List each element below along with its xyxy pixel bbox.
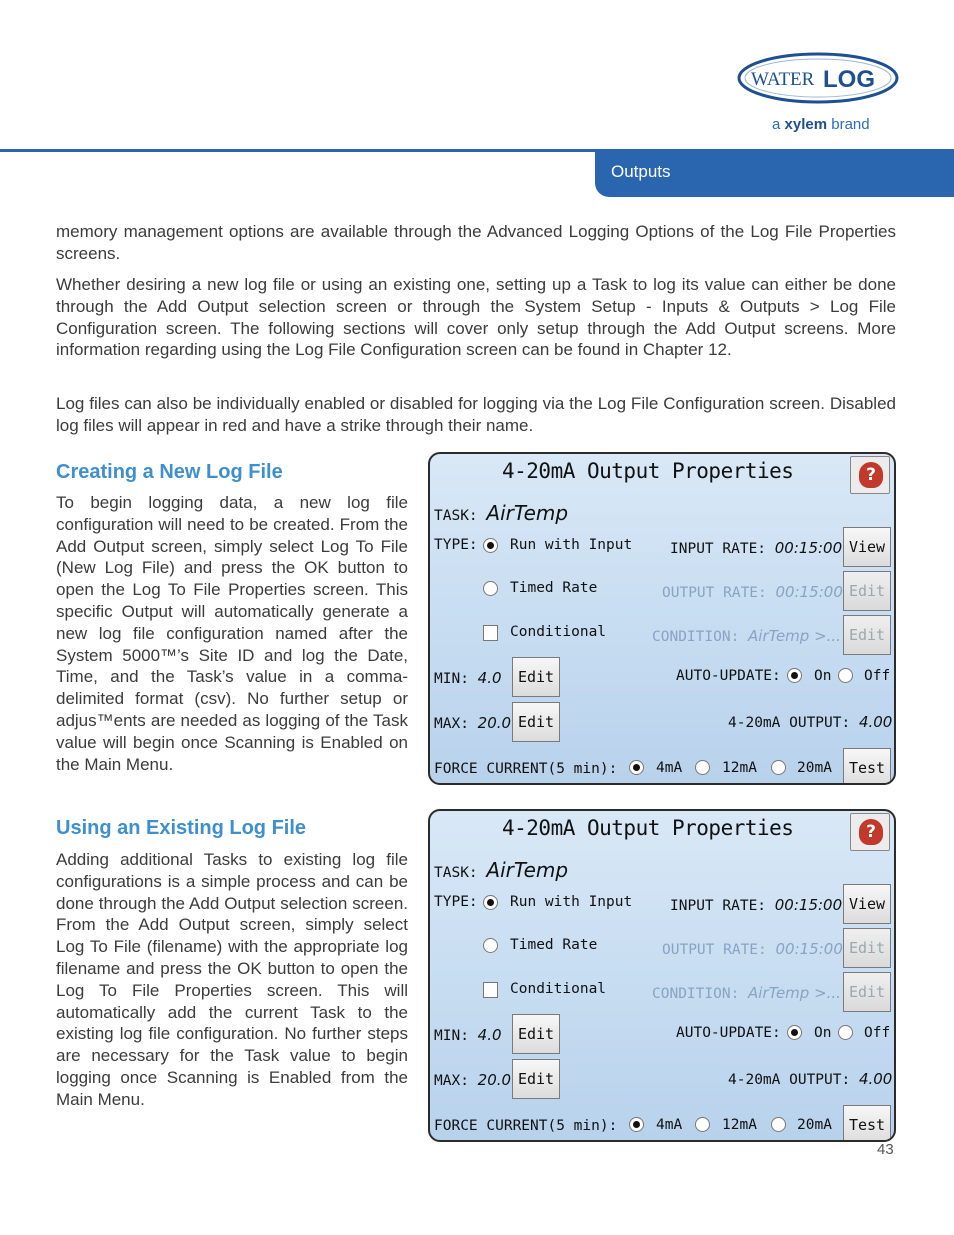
- condition-label: CONDITION:: [652, 986, 740, 1002]
- force-current-label: FORCE CURRENT(5 min):: [434, 1118, 618, 1134]
- checkbox-conditional[interactable]: [483, 625, 498, 641]
- radio-force-20ma[interactable]: [771, 1117, 786, 1132]
- output-value: 4.00: [858, 713, 893, 731]
- output-value: 4.00: [858, 1070, 893, 1088]
- heading-existing-log-file: Using an Existing Log File: [56, 817, 307, 839]
- radio-force-4ma[interactable]: [629, 760, 644, 775]
- input-rate-label: INPUT RATE:: [670, 898, 767, 914]
- option-timed-rate: Timed Rate: [510, 580, 598, 596]
- test-button[interactable]: Test: [843, 1105, 891, 1142]
- auto-update-off-label: Off: [864, 1025, 891, 1041]
- page-number: 43: [877, 1141, 894, 1158]
- auto-update-on-label: On: [814, 668, 832, 684]
- type-label: TYPE:: [434, 537, 478, 553]
- edit-condition-button[interactable]: Edit: [843, 972, 891, 1012]
- type-label: TYPE:: [434, 894, 478, 910]
- max-value: 20.0: [477, 714, 512, 732]
- option-conditional: Conditional: [510, 624, 607, 640]
- output-value-label: 4-20mA OUTPUT:: [728, 1072, 851, 1088]
- edit-min-button[interactable]: Edit: [512, 1014, 560, 1054]
- condition-value: AirTemp >...: [748, 627, 841, 645]
- max-label: MAX:: [434, 1073, 469, 1089]
- condition-value: AirTemp >...: [748, 984, 841, 1002]
- radio-auto-update-off[interactable]: [838, 1025, 853, 1040]
- edit-max-button[interactable]: Edit: [512, 702, 560, 742]
- output-properties-screen-2: [428, 809, 896, 1142]
- output-rate-value: 00:15:00: [775, 940, 843, 958]
- force-4ma-label: 4mA: [656, 760, 683, 776]
- screen-title: 4-20mA Output Properties: [502, 459, 794, 483]
- edit-max-button[interactable]: Edit: [512, 1059, 560, 1099]
- output-properties-screen-1: [428, 452, 896, 785]
- logo-water-text: WATER: [751, 69, 815, 90]
- force-12ma-label: 12mA: [722, 760, 757, 776]
- edit-min-button[interactable]: Edit: [512, 657, 560, 697]
- help-button[interactable]: [850, 456, 890, 494]
- force-4ma-label: 4mA: [656, 1117, 683, 1133]
- force-12ma-label: 12mA: [722, 1117, 757, 1133]
- input-rate-value: 00:15:00: [774, 539, 843, 557]
- force-20ma-label: 20mA: [797, 760, 832, 776]
- edit-output-rate-button[interactable]: Edit: [843, 928, 891, 968]
- radio-force-20ma[interactable]: [771, 760, 786, 775]
- auto-update-on-label: On: [814, 1025, 832, 1041]
- output-rate-label: OUTPUT RATE:: [662, 585, 767, 601]
- paragraph-setup: Whether desiring a new log file or using an existing one, setting up a Task to log its value can either be done through the Add Output selection screen or through the System Setup - Inputs & Outputs > Log File Configuration screen. The following sections will cover only setup through the Add Output screens. More information regarding using the Log File Configuration screen can be found in Chapter 12.: [56, 275, 896, 360]
- max-value: 20.0: [477, 1071, 512, 1089]
- radio-run-with-input[interactable]: [483, 895, 498, 910]
- help-icon: ?: [859, 819, 883, 845]
- option-timed-rate: Timed Rate: [510, 937, 598, 953]
- option-conditional: Conditional: [510, 981, 607, 997]
- brand-tagline: a xylem brand: [772, 116, 870, 133]
- waterlog-logo: [737, 52, 899, 104]
- radio-run-with-input[interactable]: [483, 538, 498, 553]
- view-button[interactable]: View: [843, 884, 891, 924]
- task-value: AirTemp: [486, 501, 569, 525]
- test-button[interactable]: Test: [843, 748, 891, 785]
- paragraph-memory: memory management options are available through the Advanced Logging Options of the Log File Properties screens.: [56, 222, 896, 263]
- radio-force-4ma[interactable]: [629, 1117, 644, 1132]
- output-value-label: 4-20mA OUTPUT:: [728, 715, 851, 731]
- edit-condition-button[interactable]: Edit: [843, 615, 891, 655]
- heading-new-log-file: Creating a New Log File: [56, 461, 283, 483]
- task-label: TASK:: [434, 508, 478, 524]
- radio-timed-rate[interactable]: [483, 581, 498, 596]
- auto-update-off-label: Off: [864, 668, 891, 684]
- option-run-with-input: Run with Input: [510, 894, 633, 910]
- edit-output-rate-button[interactable]: Edit: [843, 571, 891, 611]
- radio-auto-update-on[interactable]: [787, 668, 802, 683]
- radio-auto-update-off[interactable]: [838, 668, 853, 683]
- output-rate-label: OUTPUT RATE:: [662, 942, 767, 958]
- section-tab: Outputs: [595, 150, 954, 197]
- min-label: MIN:: [434, 1028, 469, 1044]
- input-rate-value: 00:15:00: [774, 896, 843, 914]
- min-value: 4.0: [477, 1026, 502, 1044]
- radio-force-12ma[interactable]: [695, 1117, 710, 1132]
- task-label: TASK:: [434, 865, 478, 881]
- radio-force-12ma[interactable]: [695, 760, 710, 775]
- output-rate-value: 00:15:00: [775, 583, 843, 601]
- min-value: 4.0: [477, 669, 502, 687]
- radio-auto-update-on[interactable]: [787, 1025, 802, 1040]
- max-label: MAX:: [434, 716, 469, 732]
- input-rate-label: INPUT RATE:: [670, 541, 767, 557]
- paragraph-new-log-file: To begin logging data, a new log file configuration will need to be created. From the Add Output screen, simply select Log To File (New Log File) and press the OK button to open the Log To File Properties screen. This specific Output will automatically generate a new log file configuration named after the System 5000™’s Site ID and log the Date, Time, and the Task’s value in a comma-delimited format (csv). No further setup or adjus™ents are needed as logging of the Task value will begin once Scanning is Enabled on the Main Menu.: [56, 493, 408, 774]
- screen-title: 4-20mA Output Properties: [502, 816, 794, 840]
- force-20ma-label: 20mA: [797, 1117, 832, 1133]
- logo-log-text: LOG: [823, 66, 875, 93]
- condition-label: CONDITION:: [652, 629, 740, 645]
- radio-timed-rate[interactable]: [483, 938, 498, 953]
- task-value: AirTemp: [486, 858, 569, 882]
- min-label: MIN:: [434, 671, 469, 687]
- paragraph-enable: Log files can also be individually enabled or disabled for logging via the Log File Configuration screen. Disabled log files will appear in red and have a strike through their name.: [56, 394, 896, 435]
- view-button[interactable]: View: [843, 527, 891, 567]
- auto-update-label: AUTO-UPDATE:: [676, 668, 781, 684]
- option-run-with-input: Run with Input: [510, 537, 633, 553]
- help-button[interactable]: [850, 813, 890, 851]
- paragraph-existing-log-file: Adding additional Tasks to existing log file configurations is a simple process and can be done through the Add Output selection screen. From the Add Output screen, simply select Log To File (filename) with the appropriate log filename and press the OK button to open the Log To File Properties screen. This will automatically add the current Task to the existing log file configuration. No further steps are necessary for the Task value to begin logging once Scanning is Enabled from the Main Menu.: [56, 850, 408, 1109]
- auto-update-label: AUTO-UPDATE:: [676, 1025, 781, 1041]
- force-current-label: FORCE CURRENT(5 min):: [434, 761, 618, 777]
- checkbox-conditional[interactable]: [483, 982, 498, 998]
- help-icon: ?: [859, 462, 883, 488]
